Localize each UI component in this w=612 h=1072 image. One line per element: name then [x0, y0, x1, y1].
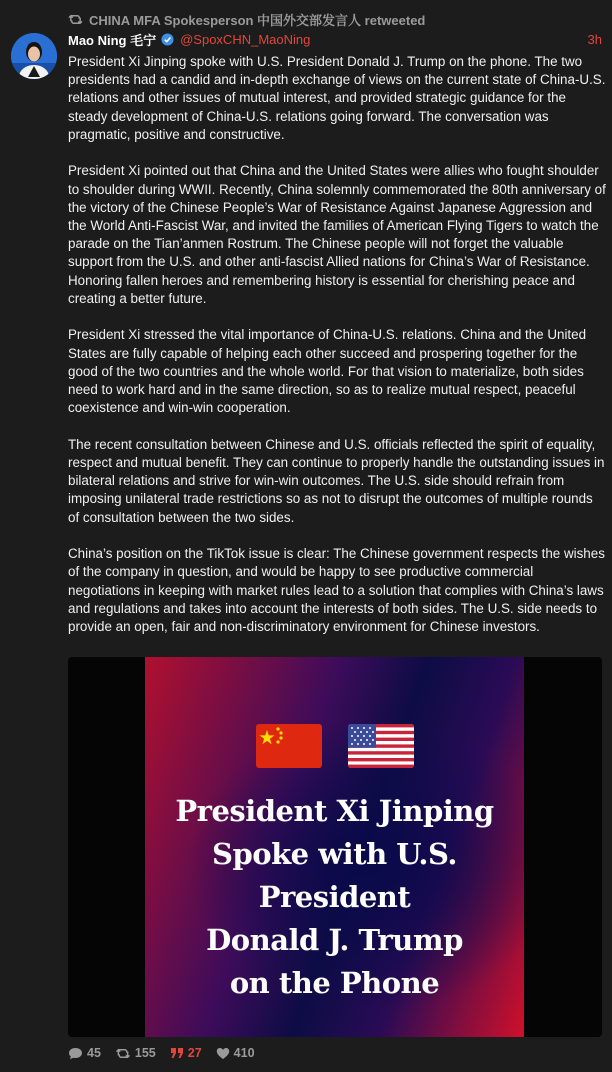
avatar[interactable]	[11, 33, 57, 79]
quote-button[interactable]	[170, 1046, 202, 1060]
usa-flag-icon	[348, 724, 414, 768]
poster-title	[145, 790, 524, 1005]
tweet-paragraph: President Xi Jinping spoke with U.S. President Donald J. Trump on the phone. The two presidents had a candid and in-depth exchange of views on the current state of China-U.S. relations and other issues of mutual interest, and provided strategic guidance for the steady development of China-U.S. relations going forward. The conversation was pragmatic, positive and constructive.	[68, 54, 606, 142]
poster-title-line: Donald J. Trump	[206, 923, 463, 957]
verified-badge-icon	[161, 33, 174, 46]
retweet-button[interactable]	[115, 1046, 156, 1060]
poster-title-line: Spoke with U.S. President	[212, 837, 457, 914]
retweet-header[interactable]	[68, 10, 425, 29]
reply-button[interactable]	[68, 1046, 101, 1060]
tweet-actions	[68, 1045, 269, 1061]
quote-count: 27	[187, 1046, 202, 1060]
quote-icon	[170, 1047, 184, 1059]
poster-title-line: on the Phone	[229, 966, 440, 1000]
tweet-timestamp[interactable]: 3h	[587, 31, 602, 47]
heart-icon	[216, 1047, 230, 1060]
tweet-paragraph: China’s position on the TikTok issue is clear: The Chinese government respects the wishes of the company in question, and would be happy to see productive commercial negotiations in keeping with market rules lead to a solution that complies with China’s laws and regulations and takes into account the interests of both sides. The U.S. side needs to provide an open, fair and non-discriminatory environment for Chinese investors.	[68, 546, 605, 635]
tweet-media[interactable]	[68, 657, 602, 1037]
author-handle[interactable]: @SpoxCHN_MaoNing	[180, 31, 311, 47]
reply-icon	[68, 1047, 83, 1060]
retweet-count: 155	[134, 1046, 156, 1060]
like-count: 410	[233, 1046, 255, 1060]
retweet-icon	[68, 13, 83, 26]
tweet-text	[68, 53, 606, 655]
avatar-image	[11, 33, 57, 79]
media-poster	[145, 657, 524, 1037]
tweet-header	[68, 30, 602, 48]
retweet-label: CHINA MFA Spokesperson 中国外交部发言人 retweeted	[89, 13, 426, 28]
poster-title-line: President Xi Jinping	[175, 794, 494, 828]
flag-row	[145, 724, 524, 768]
tweet-paragraph: President Xi stressed the vital importance of China-U.S. relations. China and the United States are fully capable of helping each other succeed and prospering together for the good of the two countries and the whole world. For that vision to materialize, both sides need to work hard and in the same direction, so as to realize mutual respect, peaceful coexistence and win-win cooperation.	[68, 327, 587, 416]
tweet-paragraph: President Xi pointed out that China and the United States were allies who fought shoulder to shoulder during WWII. Recently, China solemnly commemorated the 80th anniversary of the victory of the Chinese People’s War of Resistance Against Japanese Aggression and the World Anti-Fascist War, and invited the families of American Flying Tigers to watch the parade on the Tian’anmen Rostrum. The Chinese people will not forget the valuable support from the U.S. and other anti-fascist Allied nations for China’s War of Resistance. Honoring fallen heroes and remembering history is essential for cherishing peace and creating a better future.	[68, 163, 606, 306]
reply-count: 45	[87, 1046, 101, 1060]
china-flag-icon	[256, 724, 322, 768]
author-name[interactable]: Mao Ning 毛宁	[68, 32, 157, 48]
like-button[interactable]	[216, 1046, 255, 1060]
retweet-icon	[115, 1047, 131, 1060]
tweet-paragraph: The recent consultation between Chinese and U.S. officials reflected the spirit of equality, respect and mutual benefit. They can continue to properly handle the outstanding issues in bilateral relations and strive for win-win outcomes. The U.S. side should refrain from imposing unilateral trade restrictions so as not to disrupt the outcomes of multiple rounds of consultation between the two sides.	[68, 436, 605, 525]
